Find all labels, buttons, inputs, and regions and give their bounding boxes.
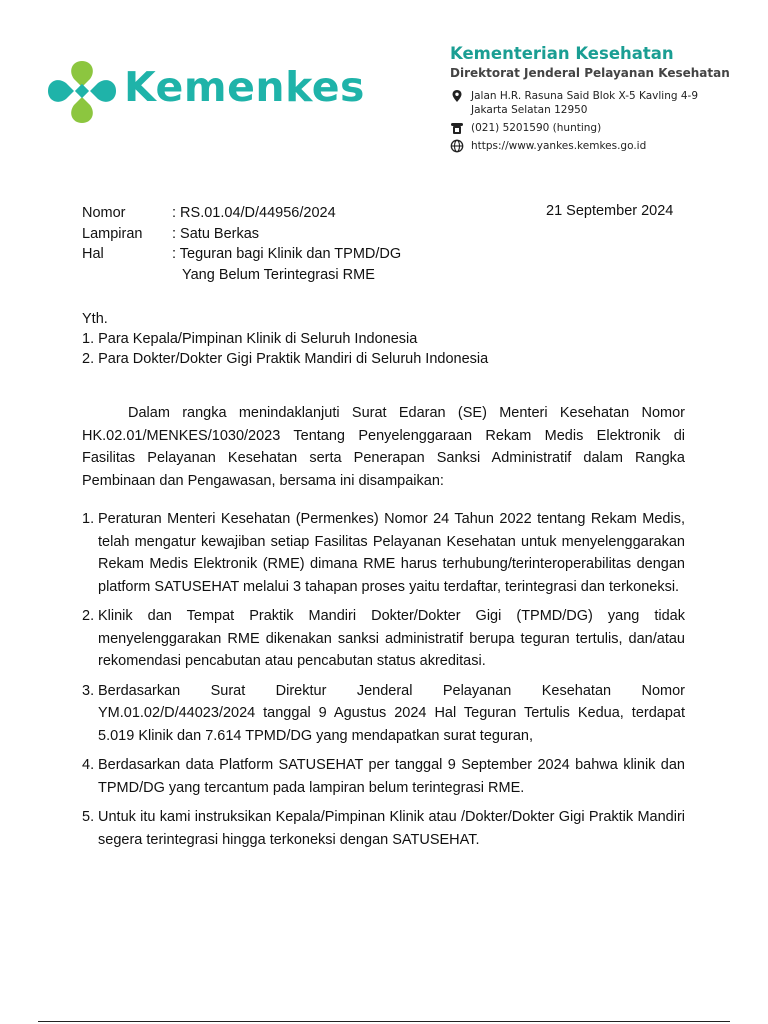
numbered-list	[82, 508, 685, 851]
list-item-number: 5.	[82, 809, 95, 825]
ministry-name: Kementerian Kesehatan	[450, 44, 674, 63]
list-item-text: Peraturan Menteri Kesehatan (Permenkes) Nomor 24 Tahun 2022 tentang Rekam Medis, telah mengatur kewajiban setiap Fasilitas Pelayanan Kesehatan untuk menyelenggarakan Rekam Medis Elektronik (RME) dimana RME harus terhubung/terinteroperabilitas dengan platform SATUSEHAT melalui 3 tahapan proses yaitu terdaftar, terintegrasi dan terkoneksi.	[98, 511, 685, 595]
list-item	[82, 508, 685, 598]
list-item-number: 1.	[82, 511, 95, 527]
letter-meta	[82, 203, 401, 285]
location-pin-icon	[450, 89, 464, 103]
list-item	[82, 806, 685, 851]
list-item	[82, 754, 685, 799]
website-link[interactable]: https://www.yankes.kemkes.go.id	[471, 140, 647, 152]
list-item-number: 4.	[82, 757, 95, 773]
list-item-number: 3.	[82, 682, 95, 699]
list-item	[82, 605, 685, 673]
kemenkes-logo	[44, 57, 365, 127]
directorate-name: Direktorat Jenderal Pelayanan Kesehatan	[450, 66, 730, 80]
lampiran-label: Lampiran	[82, 225, 143, 242]
address-line-2: Jakarta Selatan 12950	[471, 104, 588, 116]
recipients	[82, 309, 488, 369]
nomor-value: : RS.01.04/D/44956/2024	[172, 205, 336, 221]
hal-value: : Teguran bagi Klinik dan TPMD/DG	[172, 246, 402, 262]
footer-divider	[38, 1021, 730, 1022]
globe-icon	[450, 139, 464, 153]
salutation: Yth.	[82, 311, 108, 327]
phone-line	[450, 121, 750, 135]
list-item-text: Berdasarkan data Platform SATUSEHAT per tanggal 9 September 2024 bahwa klinik dan TPMD/DG yang tercantum pada lampiran belum terintegrasi RME.	[98, 757, 685, 796]
address-line	[450, 89, 750, 117]
kemenkes-emblem-icon	[44, 57, 120, 127]
hal-value-continued: Yang Belum Terintegrasi RME	[182, 266, 375, 283]
list-item-number: 2.	[82, 608, 95, 624]
address-line-1: Jalan H.R. Rasuna Said Blok X-5 Kavling 4-9	[471, 90, 699, 102]
phone-number: (021) 5201590 (hunting)	[471, 122, 602, 134]
recipient-1: 1. Para Kepala/Pimpinan Klinik di Seluruh Indonesia	[82, 331, 418, 347]
phone-icon	[450, 121, 464, 135]
intro-paragraph	[82, 402, 685, 492]
lampiran-value: : Satu Berkas	[172, 225, 260, 242]
list-item-text: Untuk itu kami instruksikan Kepala/Pimpinan Klinik atau /Dokter/Dokter Gigi Praktik Mandiri segera terintegrasi hingga terkoneksi dengan SATUSEHAT.	[98, 809, 685, 848]
letter-date: 21 September 2024	[546, 203, 674, 219]
letterhead	[450, 44, 750, 153]
intro-text: Dalam rangka menindaklanjuti Surat Edaran (SE) Menteri Kesehatan Nomor HK.02.01/MENKES/1030/2023 Tentang Penyelenggaraan Rekam Medis Elektronik di Fasilitas Pelayanan Kesehatan serta Penerapan Sanksi Administratif dalam Rangka Pembinaan dan Pengawasan, bersama ini disampaikan:	[82, 405, 685, 489]
list-item	[82, 680, 685, 748]
hal-label: Hal	[82, 246, 104, 262]
list-item-text: Berdasarkan Surat Direktur Jenderal Pelayanan Kesehatan Nomor YM.01.02/D/44023/2024 tanggal 9 Agustus 2024 Hal Teguran Tertulis Kedua, terdapat 5.019 Klinik dan 7.614 TPMD/DG yang mendapatkan surat teguran,	[98, 682, 685, 744]
logo-wordmark: Kemenkes	[124, 63, 365, 111]
website-line	[450, 139, 750, 153]
nomor-label: Nomor	[82, 205, 126, 221]
list-item-text: Klinik dan Tempat Praktik Mandiri Dokter/Dokter Gigi (TPMD/DG) yang tidak menyelenggarakan RME dikenakan sanksi administratif berupa teguran tertulis, dan/atau rekomendasi pencabutan atau pencabutan status akreditasi.	[98, 608, 685, 669]
recipient-2: 2. Para Dokter/Dokter Gigi Praktik Mandiri di Seluruh Indonesia	[82, 351, 489, 367]
